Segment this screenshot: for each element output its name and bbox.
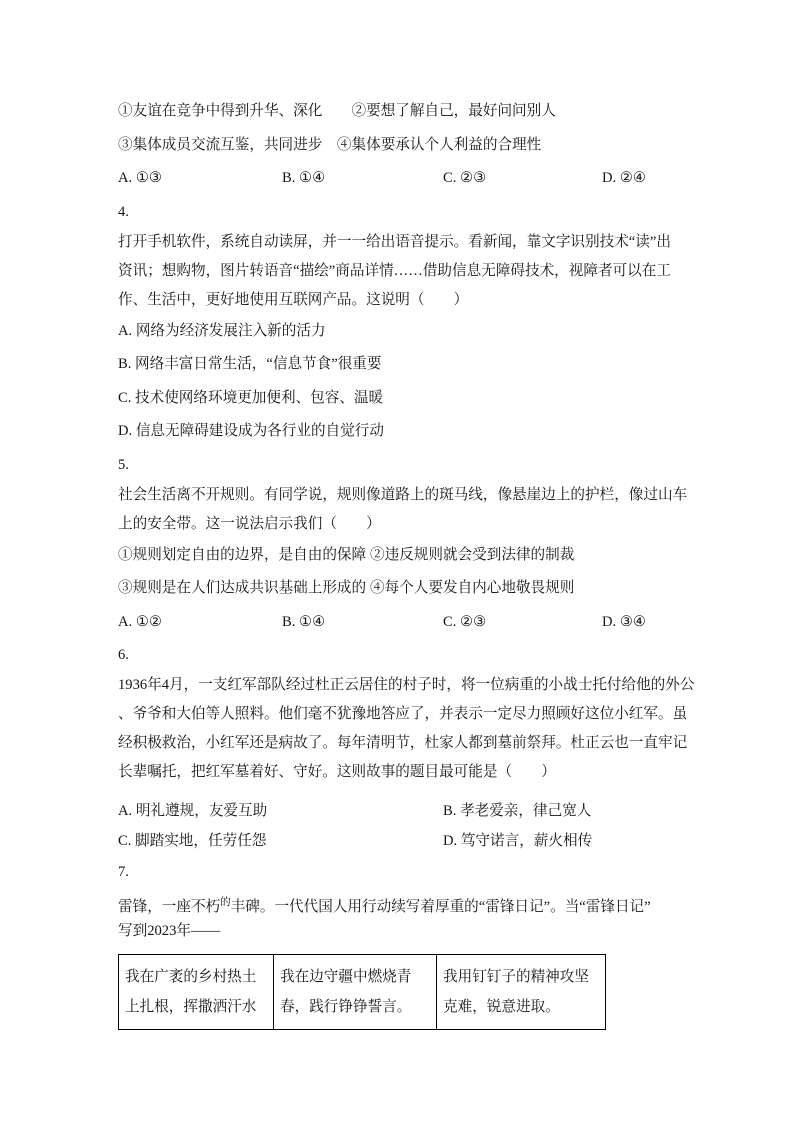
option-item: D. ③④ <box>602 613 647 630</box>
answer-choice: C. 技术使网络环境更加便利、包容、温暖 <box>118 389 384 406</box>
answer-choices-row <box>118 606 680 640</box>
answer-choice: B. 网络丰富日常生活，“信息节食”很重要 <box>118 356 382 372</box>
text-segment: 丰碑。一代代国人用行动续写着厚重的“雷锋日记”。当“雷锋日记” <box>230 898 651 915</box>
question-number: 4. <box>118 203 129 220</box>
answer-choices-row <box>118 162 680 196</box>
option-item: A. ①② <box>118 613 163 630</box>
question-number: 5. <box>118 456 129 473</box>
question-text: 上的安全带。这一说法启示我们（ ） <box>118 515 381 532</box>
question-text: 打开手机软件，系统自动读屏，并一一给出语音提示。看新闻，靠文字识别技术“读”出 <box>118 233 671 250</box>
answer-choices-row <box>118 826 680 856</box>
statement-row: ③集体成员交流互鉴，共同进步 ④集体要承认个人利益的合理性 <box>118 136 542 153</box>
superscript-text: 的 <box>220 897 231 908</box>
question-text: 资讯；想购物，图片转语音“描绘”商品详情……借助信息无障碍技术，视障者可以在工 <box>118 262 671 279</box>
option-item: B. 孝老爱亲，律己宽人 <box>443 803 592 819</box>
option-item: ①规则划定自由的边界，是自由的保障 <box>118 546 367 563</box>
table-cell: 我在边守疆中燃烧青春，践行铮铮誓言。 <box>274 955 437 1030</box>
option-item: ④每个人要发自内心地敬畏规则 <box>370 580 575 596</box>
question-text: 作、生活中，更好地使用互联网产品。这说明（ ） <box>118 291 469 308</box>
question-number: 6. <box>118 647 129 663</box>
option-item: ③规则是在人们达成共识基础上形成的 <box>118 580 367 596</box>
answer-choice: D. 信息无障碍建设成为各行业的自觉行动 <box>118 423 384 439</box>
option-item: C. ②③ <box>443 170 487 186</box>
table-row <box>119 955 606 1030</box>
question-text: 1936年4月，一支红军部队经过杜正云居住的村子时，将一位病重的小战士托付给他的外公 <box>118 677 695 693</box>
question-text: 社会生活离不开规则。有同学说，规则像道路上的斑马线，像悬崖边上的护栏，像过山车 <box>118 486 688 503</box>
option-item: D. 笃守诺言，薪火相传 <box>443 833 593 849</box>
question-text <box>118 888 680 917</box>
exam-page <box>118 95 695 1030</box>
table-cell: 我用钉钉子的精神攻坚克难，锐意进取。 <box>437 955 606 1030</box>
question-text: 经积极救治，小红军还是病故了。每年清明节，杜家人都到墓前祭拜。杜正云也一直牢记 <box>118 735 688 751</box>
option-item: A. 明礼遵规，友爱互助 <box>118 803 268 819</box>
text-segment: 雷锋，一座不朽 <box>118 898 221 915</box>
statement-row <box>118 572 680 606</box>
question-text: 写到2023年—— <box>118 923 221 939</box>
option-item: ②违反规则就会受到法律的制裁 <box>370 546 575 563</box>
option-item: B. ①④ <box>282 170 326 186</box>
option-item: C. ②③ <box>443 613 487 630</box>
option-item: D. ②④ <box>602 170 647 186</box>
answer-choice: A. 网络为经济发展注入新的活力 <box>118 322 326 339</box>
option-item: B. ①④ <box>282 613 326 630</box>
question-text: 长辈嘱托，把红军墓着好、守好。这则故事的题目最可能是（ ） <box>118 764 556 780</box>
table-cell: 我在广袤的乡村热土上扎根，挥撒洒汗水 <box>119 955 274 1030</box>
question-text: 、爷爷和大伯等人照料。他们毫不犹豫地答应了，并表示一定尽力照顾好这位小红军。虽 <box>118 706 688 722</box>
option-item: C. 脚踏实地，任劳任怨 <box>118 833 267 849</box>
answer-choices-row <box>118 796 680 826</box>
option-item: A. ①③ <box>118 170 163 186</box>
statement-row <box>118 539 680 573</box>
question-number: 7. <box>118 864 129 880</box>
statement-row: ①友谊在竞争中得到升华、深化 ②要想了解自己，最好问问别人 <box>118 103 556 119</box>
leifeng-diary-table <box>118 954 606 1030</box>
